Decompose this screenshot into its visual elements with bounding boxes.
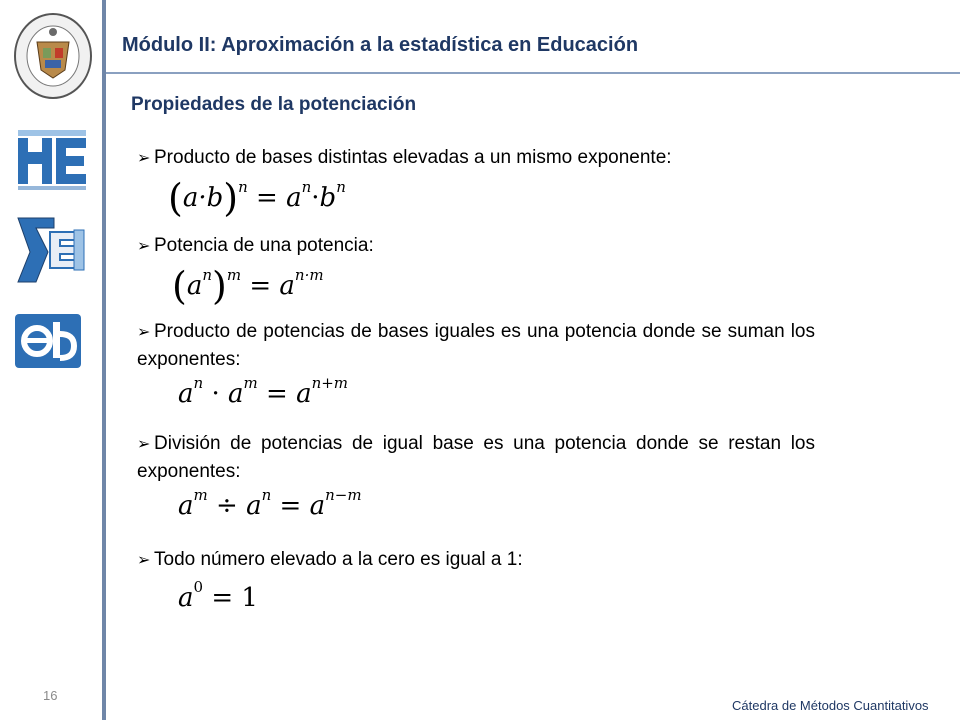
bullet-product-different-bases: [137, 144, 815, 172]
fhe-3d-logo: [14, 212, 90, 288]
formula-division-same-base: $a^m \div a^n = a^{n-m}$: [178, 486, 362, 521]
bullet-text: Producto de potencias de bases iguales es una potencia donde se suman los exponentes:: [137, 321, 815, 370]
formula-product-same-base: $a^n \cdot a^m = a^{n+m}$: [178, 374, 349, 409]
bullet-division-same-base: [137, 430, 815, 485]
formula-product-power: $(a\cdot b)^n = a^n\cdot b^n$: [168, 176, 346, 220]
sidebar: [0, 0, 104, 720]
arrow-bullet-icon: ➢: [137, 150, 151, 167]
bullet-text: Producto de bases distintas elevadas a un mismo exponente:: [154, 147, 672, 168]
bullet-power-of-power: [137, 232, 815, 260]
arrow-bullet-icon: ➢: [137, 436, 151, 453]
education-ed-logo: [15, 314, 81, 368]
bullet-text: División de potencias de igual base es una potencia donde se restan los exponentes:: [137, 433, 815, 482]
formula-power-of-power: $(a^n)^m = a^{n\cdot m}$: [172, 264, 324, 308]
page-title: Módulo II: Aproximación a la estadística en Educación: [122, 34, 639, 56]
header-rule: [106, 72, 960, 74]
arrow-bullet-icon: ➢: [137, 238, 151, 255]
arrow-bullet-icon: ➢: [137, 552, 151, 569]
humanidades-educacion-logo: [16, 130, 88, 192]
slide-number: 16: [43, 688, 58, 703]
section-title: Propiedades de la potenciación: [131, 94, 417, 115]
university-seal-logo: [13, 12, 93, 100]
bullet-product-same-base: [137, 318, 815, 373]
bullet-zero-exponent: [137, 546, 815, 574]
arrow-bullet-icon: ➢: [137, 324, 151, 341]
bullet-text: Todo número elevado a la cero es igual a 1:: [154, 549, 523, 570]
bullet-text: Potencia de una potencia:: [154, 235, 374, 256]
vertical-rule: [102, 0, 106, 720]
footer-course-name: Cátedra de Métodos Cuantitativos: [732, 698, 929, 713]
formula-zero-exponent: $a^0 = 1$: [178, 578, 258, 613]
